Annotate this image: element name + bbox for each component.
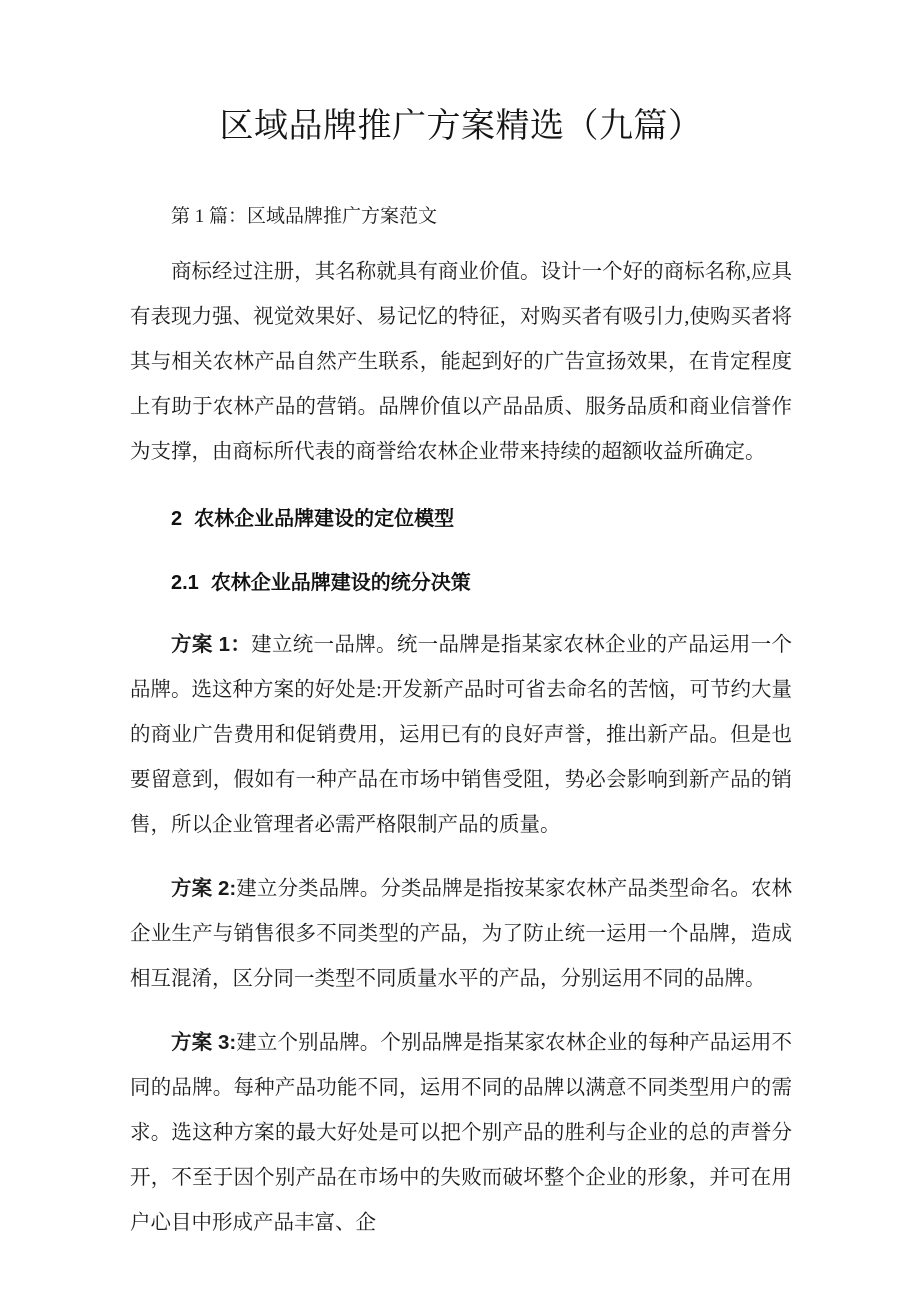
subheading-text: 农林企业品牌建设的统分决策 [210,572,471,594]
section-subheading: 第 1 篇：区域品牌推广方案范文 [171,206,438,227]
paragraph-2 [130,604,792,848]
paragraph-1: 商标经过注册，其名称就具有商业价值。设计一个好的商标名称,应具有表现力强、视觉效果好、易记忆的特征，对购买者有吸引力,使购买者将其与相关农林产品自然产生联系，能起到好的广告宣扬效果，在肯定程度上有助于农林产品的营销。品牌价值以产品品质、服务品质和商业信誉作为支撑，由商标所代表的商誉给农林企业带来持续的超额收益所确定。 [130,261,792,463]
paragraph-4 [130,1002,792,1246]
paragraph-3-label: 方案 2: [171,877,237,900]
paragraph-4-label: 方案 3: [171,1031,237,1054]
heading-level-2 [130,540,792,604]
paragraph-4-text: 建立个别品牌。个别品牌是指某家农林企业的每种产品运用不同的品牌。每种产品功能不同，运用不同的品牌以满意不同类型用户的需求。选这种方案的最大好处是可以把个别产品的胜利与企业的总的声誉分开，不至于因个别产品在市场中的失败而破坏整个企业的形象，并可在用户心目中形成产品丰富、企 [130,1032,792,1234]
paragraph-2-label: 方案 1： [171,633,252,656]
heading-number: 2 [171,508,183,530]
document-content [130,0,792,1246]
heading-text: 农林企业品牌建设的定位模型 [194,508,455,530]
paragraph-3-text: 建立分类品牌。分类品牌是指按某家农林产品类型命名。农林企业生产与销售很多不同类型的产品，为了防止统一运用一个品牌，造成相互混淆，区分同一类型不同质量水平的产品，分别运用不同的品牌。 [130,878,792,990]
heading-level-1 [130,475,792,540]
paragraph-3 [130,848,792,1002]
subheading-number: 2.1 [171,572,199,594]
paragraph-2-text: 建立统一品牌。统一品牌是指某家农林企业的产品运用一个品牌。选这种方案的好处是:开发新产品时可省去命名的苦恼，可节约大量的商业广告费用和促销费用，运用已有的良好声誉，推出新产品。但是也要留意到，假如有一种产品在市场中销售受阻，势必会影响到新产品的销售，所以企业管理者必需严格限制产品的质量。 [130,634,792,836]
page-title: 区域品牌推广方案精选（九篇） [219,108,703,145]
